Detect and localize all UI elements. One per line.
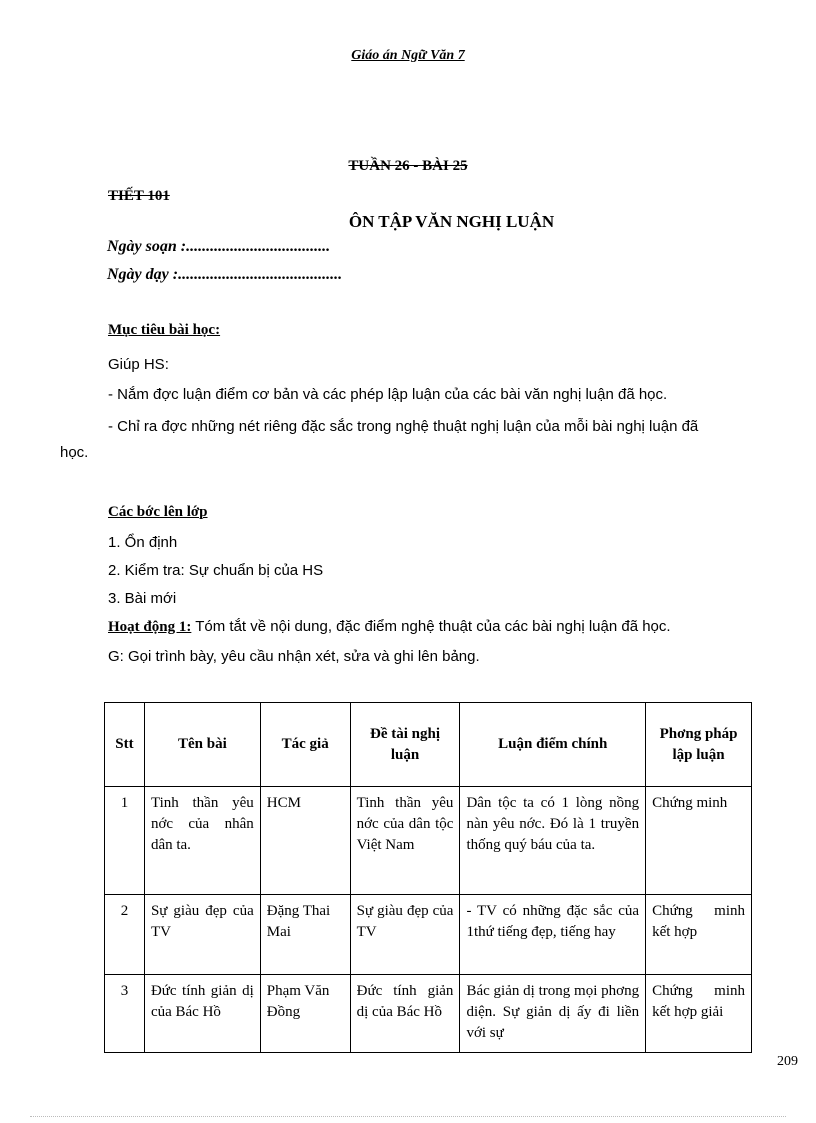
header-author: Tác giả xyxy=(260,703,350,787)
page-header: Giáo án Ngữ Văn 7 xyxy=(351,48,465,63)
cell-method: Chứng minh kết hợp giải xyxy=(646,975,752,1053)
header-lesson-name: Tên bài xyxy=(144,703,260,787)
cell-author: Đặng Thai Mai xyxy=(260,895,350,975)
objectives-intro: Giúp HS: xyxy=(108,356,169,373)
objective-item-1: - Nắm đợc luận điểm cơ bản và các phép lập luận của các bài văn nghị luận đã học. xyxy=(108,386,668,403)
footer-divider xyxy=(30,1116,786,1117)
objective-item-2: - Chỉ ra đợc những nét riêng đặc sắc trong nghệ thuật nghị luận của mỗi bài nghị luận đã xyxy=(108,418,699,435)
cell-lesson-name: Đức tính giản dị của Bác Hồ xyxy=(144,975,260,1053)
week-label: TUẦN 26 - BÀI 25 xyxy=(348,158,468,174)
lessons-table xyxy=(104,702,752,1053)
table-header-row xyxy=(105,703,752,787)
header-main-point: Luận điểm chính xyxy=(460,703,646,787)
activity-label: Hoạt động 1: xyxy=(108,619,192,635)
objectives-heading: Mục tiêu bài học: xyxy=(108,322,221,338)
date-taught: Ngày dạy :......................................... xyxy=(107,266,343,283)
steps-heading: Các bớc lên lớp xyxy=(108,504,208,520)
cell-stt: 1 xyxy=(105,787,145,895)
cell-stt: 3 xyxy=(105,975,145,1053)
cell-lesson-name: Tinh thần yêu nớc của nhân dân ta. xyxy=(144,787,260,895)
step-3: 3. Bài mới xyxy=(108,590,177,607)
lesson-label: TIẾT 101 xyxy=(108,188,170,204)
page-title: ÔN TẬP VĂN NGHỊ LUẬN xyxy=(348,212,555,231)
cell-lesson-name: Sự giàu đẹp của TV xyxy=(144,895,260,975)
cell-main-point: Dân tộc ta có 1 lòng nồng nàn yêu nớc. Đó là 1 truyền thống quý báu của ta. xyxy=(460,787,646,895)
date-prepared: Ngày soạn :.................................... xyxy=(107,238,331,255)
header-method: Phơng pháp lập luận xyxy=(646,703,752,787)
cell-stt: 2 xyxy=(105,895,145,975)
cell-main-point: Bác giản dị trong mọi phơng diện. Sự giản dị ấy đi liền với sự xyxy=(460,975,646,1053)
header-stt: Stt xyxy=(105,703,145,787)
step-1: 1. Ổn định xyxy=(108,534,178,551)
table-row xyxy=(105,895,752,975)
guide-text: G: Gọi trình bày, yêu cầu nhận xét, sửa và ghi lên bảng. xyxy=(108,648,480,665)
cell-author: HCM xyxy=(260,787,350,895)
cell-method: Chứng minh kết hợp xyxy=(646,895,752,975)
cell-topic: Sự giàu đẹp của TV xyxy=(350,895,460,975)
cell-main-point: - TV có những đặc sắc của 1thứ tiếng đẹp, tiếng hay xyxy=(460,895,646,975)
table-row xyxy=(105,787,752,895)
header-topic: Đề tài nghị luận xyxy=(350,703,460,787)
cell-topic: Đức tính giản dị của Bác Hồ xyxy=(350,975,460,1053)
activity-text: Tóm tắt về nội dung, đặc điểm nghệ thuật của các bài nghị luận đã học. xyxy=(191,618,671,635)
activity-1 xyxy=(108,618,671,636)
cell-method: Chứng minh xyxy=(646,787,752,895)
cell-topic: Tinh thần yêu nớc của dân tộc Việt Nam xyxy=(350,787,460,895)
table-row xyxy=(105,975,752,1053)
objective-item-2-cont: học. xyxy=(60,444,89,461)
page-number: 209 xyxy=(777,1054,798,1069)
step-2: 2. Kiểm tra: Sự chuẩn bị của HS xyxy=(108,562,324,579)
cell-author: Phạm Văn Đồng xyxy=(260,975,350,1053)
